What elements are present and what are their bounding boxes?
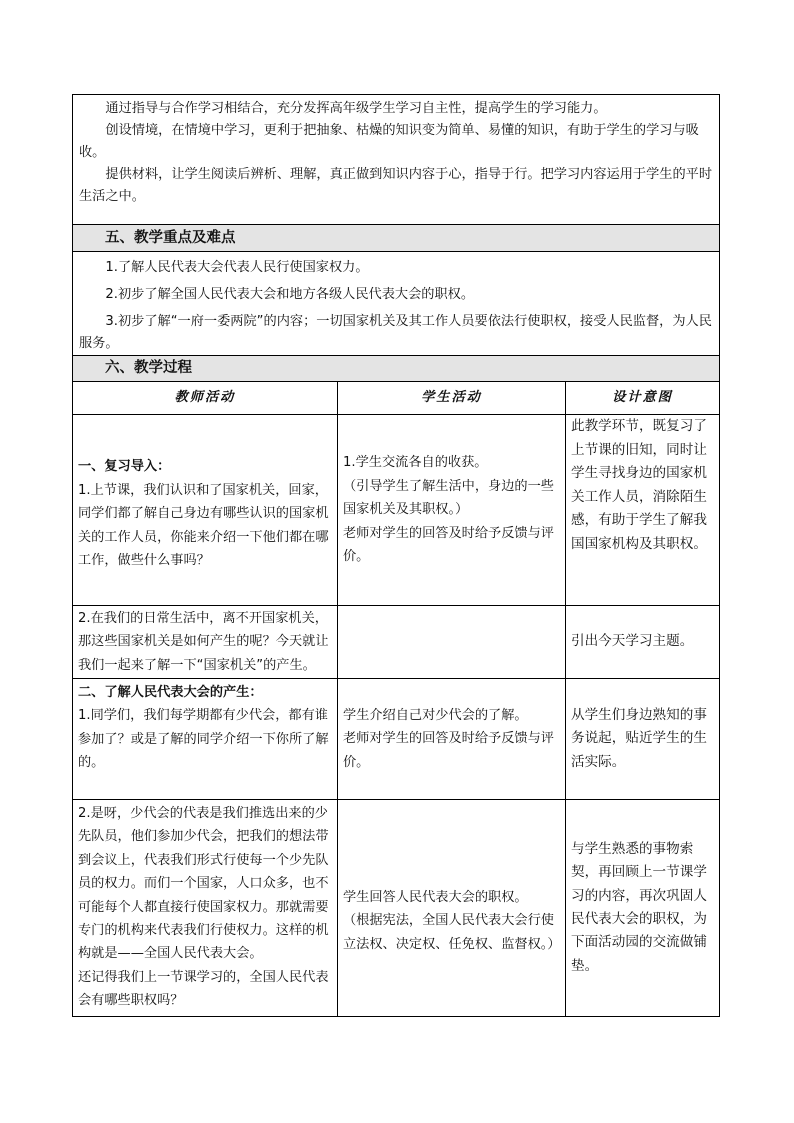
key-point-item: 1.了解人民代表大会代表人民行使国家权力。: [105, 260, 369, 275]
teacher-activity-cell: [73, 415, 338, 606]
student-activity-cell: [338, 606, 566, 679]
teacher-activity-cell: [73, 679, 338, 800]
intro-paragraph: 通过指导与合作学习相结合，充分发挥高年级学生学习自主性，提高学生的学习能力。: [105, 101, 607, 116]
section6-header-row: [73, 356, 720, 382]
student-text: （根据宪法，全国人民代表大会行使立法权、决定权、任免权、监督权。）: [343, 913, 561, 952]
teacher-text: 2.是呀，少代会的代表是我们推选出来的少先队员，他们参加少代会，把我们的想法带到会议上，代表我们形式行使每一个少先队员的权力。而们一个国家，人口众多，也不可能每个人都直接行使国家权力。那就需要专门的机构来代表我们行使权力。这样的机构就是——全国人民代表大会。: [78, 806, 329, 962]
teacher-text: 还记得我们上一节课学习的，全国人民代表会有哪些职权吗？: [78, 969, 329, 1009]
student-text: 学生回答人民代表大会的职权。: [343, 889, 528, 905]
teacher-text: 1.同学们，我们每学期都有少代会，都有谁参加了？或是了解的同学介绍一下你所了解的。: [78, 708, 329, 771]
teacher-activity-cell: [73, 800, 338, 1017]
process-row: [73, 679, 720, 800]
step-heading: 一、复习导入：: [78, 459, 171, 475]
teacher-text: 1.上节课，我们认识和了国家机关，回家，同学们都了解自己身边有哪些认识的国家机关的工作人员，你能来介绍一下他们都在哪工作，做些什么事吗？: [78, 482, 329, 569]
section5-body: [73, 252, 720, 356]
design-intent-cell: 从学生们身边熟知的事务说起，贴近学生的生活实际。: [566, 679, 720, 800]
header-teacher-activity: 教师活动: [73, 382, 338, 415]
design-intent-cell: 引出今天学习主题。: [566, 606, 720, 679]
process-row: [73, 415, 720, 606]
process-row: [73, 606, 720, 679]
header-student-activity: 学生活动: [338, 382, 566, 415]
intro-paragraph: 提供材料，让学生阅读后辨析、理解，真正做到知识内容于心，指导于行。把学习内容运用于学生的平时生活之中。: [79, 167, 713, 204]
teacher-text: 2.在我们的日常生活中，离不开国家机关，那这些国家机关是如何产生的呢？今天就让我们一起来了解一下“国家机关”的产生。: [78, 610, 329, 673]
key-point-item: 2.初步了解全国人民代表大会和地方各级人民代表大会的职权。: [105, 287, 475, 302]
section5-header-row: [73, 225, 720, 252]
key-point-item: 3.初步了解“一府一委两院”的内容；一切国家机关及其工作人员要依法行使职权，接受人民监督，为人民服务。: [79, 314, 712, 351]
design-intent-cell: 此教学环节，既复习了上节课的旧知，同时让学生寻找身边的国家机关工作人员，消除陌生感，有助于学生了解我国国家机构及其职权。: [566, 415, 720, 606]
student-text: 1.学生交流各自的收获。: [343, 455, 488, 471]
student-text: 学生介绍自己对少代会的了解。: [343, 707, 528, 723]
section6-title: 六、教学过程: [73, 356, 720, 382]
student-activity-cell: [338, 800, 566, 1017]
design-intent-cell: 与学生熟悉的事物索契，再回顾上一节课学习的内容，再次巩固人民代表大会的职权，为下面活动园的交流做铺垫。: [566, 800, 720, 1017]
student-activity-cell: [338, 415, 566, 606]
student-activity-cell: [338, 679, 566, 800]
methods-row: [73, 95, 720, 225]
document-page: [72, 94, 720, 1017]
step-heading: 二、了解人民代表大会的产生：: [78, 685, 263, 700]
methods-cell: [73, 95, 720, 225]
header-design-intent: 设计意图: [566, 382, 720, 415]
column-header-row: [73, 382, 720, 415]
intro-paragraph: 创设情境，在情境中学习，更利于把抽象、枯燥的知识变为简单、易懂的知识，有助于学生的学习与吸收。: [79, 123, 699, 160]
student-text: 老师对学生的回答及时给予反馈与评价。: [343, 525, 554, 565]
teacher-activity-cell: [73, 606, 338, 679]
lesson-plan-table: [72, 94, 720, 1017]
student-text: （引导学生了解生活中，身边的一些国家机关及其职权。）: [343, 478, 554, 518]
section5-body-row: [73, 252, 720, 356]
section5-title: 五、教学重点及难点: [73, 225, 720, 252]
process-row: [73, 800, 720, 1017]
student-text: 老师对学生的回答及时给予反馈与评价。: [343, 731, 554, 770]
